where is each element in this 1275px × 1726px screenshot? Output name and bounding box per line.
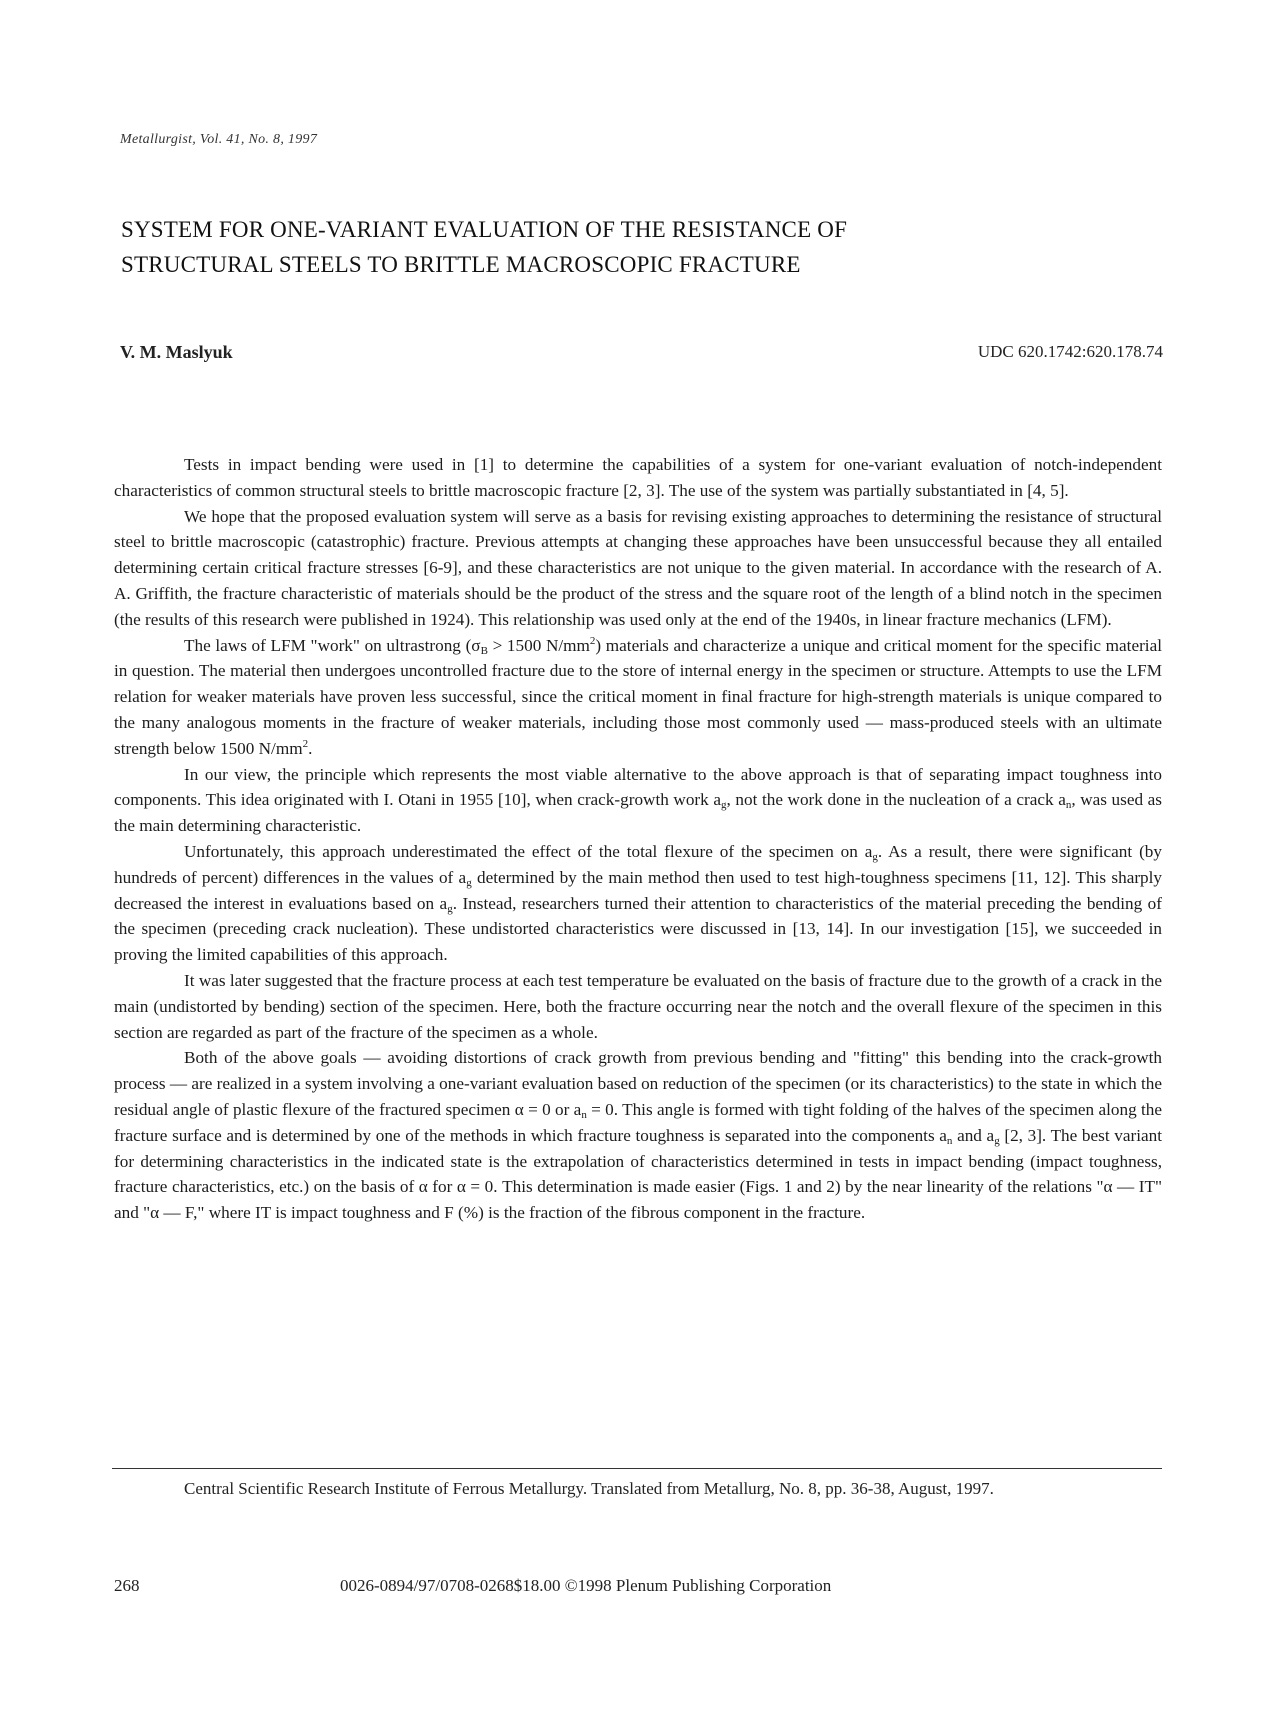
subscript: g (466, 876, 472, 889)
paragraph-3 (114, 633, 1162, 762)
superscript: 2 (589, 634, 596, 647)
text-run: In our view, the principle which represents the most viable alternative to the above approach is that of separating impact toughness into components. This idea originated with I. Otani in 1955 [10], when crack-growth work a (114, 764, 1162, 810)
text-run: Unfortunately, this approach underestimated the effect of the total flexure of the specimen on a (184, 841, 873, 861)
udc-code: UDC 620.1742:620.178.74 (977, 342, 1163, 361)
subscript: g (720, 799, 727, 812)
title-line-2: STRUCTURAL STEELS TO BRITTLE MACROSCOPIC FRACTURE (121, 252, 801, 277)
subscript: n (581, 1108, 587, 1121)
author-name: V. M. Maslyuk (120, 342, 233, 362)
paragraph-5 (114, 839, 1162, 968)
article-title (121, 212, 1021, 282)
article-body (114, 452, 1162, 1226)
subscript: n (946, 1134, 953, 1147)
superscript: 2 (302, 737, 309, 750)
subscript: g (447, 902, 453, 915)
paragraph-1: Tests in impact bending were used in [1] to determine the capabilities of a system for one-variant evaluation of notch-independent characteristics of common structural steels to brittle macroscopic fracture [2, 3]. The use of the system was partially substantiated in [4, 5]. (114, 455, 1162, 500)
text-run: . Instead, researchers turned their attention to characteristics of the material preceding the bending of the specimen (preceding crack nucleation). These undistorted characteristics were discussed in [13, 14]. In our investigation [15], we succeeded in proving the limited capabilities of this approach. (114, 893, 1162, 965)
footnote (114, 1475, 1162, 1502)
text-run: . (308, 738, 313, 758)
text-run: Both of the above goals — avoiding distortions of crack growth from previous bending and "fitting" this bending into the crack-growth process — are realized in a system involving a one-variant evaluation based on reduction of the specimen (or its characteristics) to the state in which the residual angle of plastic flexure of the fractured specimen α = 0 or a (114, 1048, 1162, 1119)
text-run: > 1500 N/mm (487, 635, 590, 655)
paragraph-2: We hope that the proposed evaluation system will serve as a basis for revising existing approaches to determining the resistance of structural steel to brittle macroscopic (catastrophic) fracture. Previous attempts at changing these approaches have been unsuccessful because they all entailed determining certain critical fracture stresses [6-9], and these characteristics are not unique to the given material. In accordance with the research of A. A. Griffith, the fracture characteristic of materials should be the product of the stress and the square root of the length of a blind notch in the specimen (the results of this research were published in 1924). This relationship was used only at the end of the 1940s, in linear fracture mechanics (LFM). (114, 506, 1162, 629)
subscript: g (872, 850, 878, 863)
paragraph-6: It was later suggested that the fracture process at each test temperature be evaluated on the basis of fracture due to the growth of a crack in the main (undistorted by bending) section of the specimen. Here, both the fracture occurring near the notch and the overall flexure of the specimen in this section are regarded as part of the fracture of the specimen as a whole. (114, 970, 1162, 1042)
text-run: determined by the main method then used to test high-toughness specimens [11, 12]. This sharply decreased the interest in evaluations based on a (114, 867, 1163, 913)
text-run: The laws of LFM "work" on ultrastrong (σ (184, 635, 481, 655)
page-number: 268 (114, 1576, 140, 1595)
text-run: = 0. This angle is formed with tight folding of the halves of the specimen along the fracture surface and is determined by one of the methods in which fracture toughness is separated into the components a (114, 1099, 1162, 1145)
copyright-line: 0026-0894/97/0708-0268$18.00 ©1998 Plenum Publishing Corporation (340, 1576, 832, 1595)
footnote-divider (112, 1468, 1162, 1469)
paragraph-4 (114, 762, 1162, 839)
subscript: n (1065, 799, 1072, 812)
text-run: [2, 3]. The best variant for determining characteristics in the indicated state is the extrapolation of characteristics determined in tests in impact bending (impact toughness, fracture characteristics, etc.) on the basis of α for α = 0. This determination is made easier (Figs. 1 and 2) by the near linearity of the relations "α — IT" and "α — F," where IT is impact toughness and F (%) is the fraction of the fibrous component in the fracture. (114, 1125, 1162, 1223)
title-line-1: SYSTEM FOR ONE-VARIANT EVALUATION OF THE RESISTANCE OF (121, 217, 848, 242)
paragraph-7 (114, 1045, 1162, 1226)
subscript: g (994, 1134, 1000, 1147)
text-run: , was used as the main determining characteristic. (114, 790, 1162, 836)
subscript: B (480, 644, 488, 657)
text-run: ) materials and characterize a unique and critical moment for the specific material in question. The material then undergoes uncontrolled fracture due to the store of internal energy in the specimen or structure. Attempts to use the LFM relation for weaker materials have proven less successful, since the critical moment in final fracture for high-strength materials is unique compared to the many analogous moments in the fracture of weaker materials, including those most commonly used — mass-produced steels with an ultimate strength below 1500 N/mm (114, 635, 1162, 758)
text-run: , not the work done in the nucleation of a crack a (726, 790, 1066, 810)
text-run: . As a result, there were significant (by hundreds of percent) differences in the values of a (114, 841, 1162, 887)
footnote-text: Central Scientific Research Institute of Ferrous Metallurgy. Translated from Metallurg, No. 8, pp. 36-38, August, 1997. (184, 1479, 994, 1498)
running-head: Metallurgist, Vol. 41, No. 8, 1997 (120, 132, 318, 147)
text-run: and a (952, 1125, 995, 1145)
